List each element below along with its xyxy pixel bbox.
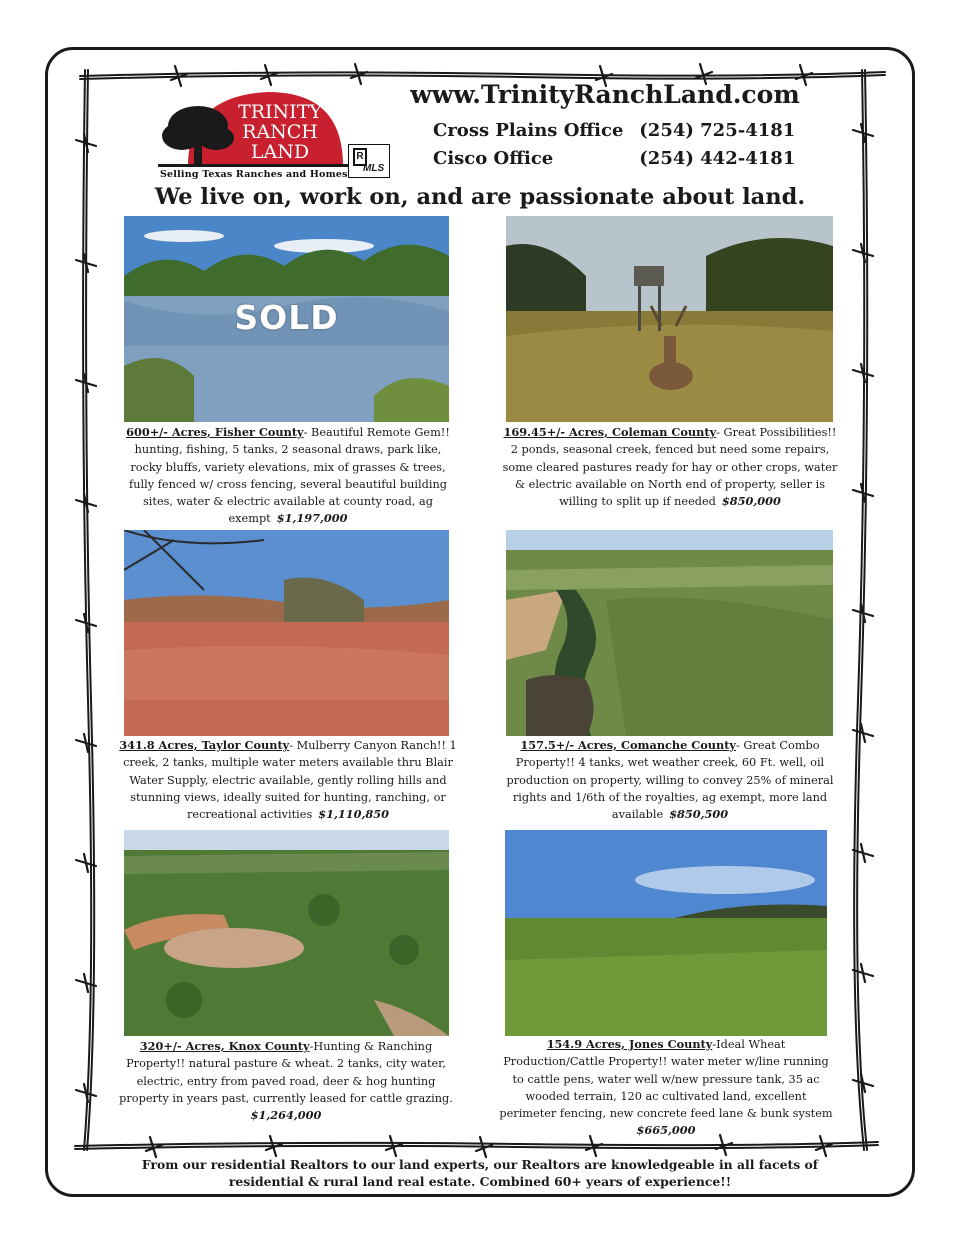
listing-photo-coleman	[506, 216, 833, 422]
listing-text: - Mulberry Canyon Ranch!! 1 creek, 2 tanks, multiple water meters available thru Blair Water Supply, electric available, gently rolling hills and stunning views, ideally suited for hunting, ranching, or recreational activities	[123, 739, 457, 822]
listing-title[interactable]: 169.45+/- Acres, Coleman County	[503, 425, 717, 439]
listing-text: - Great Possibilities!! 2 ponds, seasonal creek, fenced but need some repairs, some cleared pastures ready for hay or other crops, water & electric available on North end of property, seller is willing to split up if needed	[502, 426, 838, 509]
office-phone[interactable]: (254) 442-4181	[639, 148, 796, 169]
office-name: Cross Plains Office	[433, 120, 624, 141]
listing-text: - Great Combo Property!! 4 tanks, wet weather creek, 60 Ft. well, oil production on property, willing to convey 25% of mineral rights and 1/6th of the royalties, ag exempt, more land available	[506, 739, 834, 822]
listing-photo-comanche	[506, 530, 833, 736]
footer-message	[110, 1156, 850, 1190]
listing-title[interactable]: 157.5+/- Acres, Comanche County	[520, 738, 736, 752]
listing-price: $1,264,000	[250, 1108, 322, 1123]
logo-text-trinity: TRINITY	[238, 101, 322, 123]
logo-text-ranch: RANCH	[242, 121, 318, 143]
listing-photo-taylor	[124, 530, 449, 736]
office-cross-plains	[433, 120, 795, 141]
footer-line-2: residential & rural land real estate. Combined 60+ years of experience!!	[228, 1174, 732, 1189]
page-headline: We live on, work on, and are passionate about land.	[154, 184, 806, 210]
listing-title[interactable]: 154.9 Acres, Jones County	[546, 1037, 713, 1051]
listing-description-jones	[496, 1036, 836, 1140]
website-url[interactable]: www.TrinityRanchLand.com	[410, 80, 800, 109]
listing-text: - Beautiful Remote Gem!! hunting, fishing, 5 tanks, 2 seasonal draws, park like, rocky bluffs, variety elevations, mix of grasses & trees, fully fenced w/ cross fencing, several beautiful building sites, water & electric available at county road, ag exempt	[129, 426, 450, 526]
listing-photo-jones	[505, 830, 827, 1036]
office-name: Cisco Office	[433, 148, 554, 169]
logo-text-land: LAND	[250, 141, 310, 163]
listing-description-taylor	[118, 737, 458, 823]
listing-title[interactable]: 341.8 Acres, Taylor County	[119, 738, 290, 752]
logo-tagline: Selling Texas Ranches and Homes	[160, 169, 348, 180]
listing-title[interactable]: 600+/- Acres, Fisher County	[126, 425, 304, 439]
listing-description-comanche	[500, 737, 840, 823]
listing-text: -Ideal Wheat Production/Cattle Property!! water meter w/line running to cattle pens, water well w/new pressure tank, 35 ac wooded terrain, 120 ac cultivated land, excellent perimeter fencing, new concrete feed lane & bunk system	[499, 1038, 833, 1121]
sold-overlay: SOLD	[234, 298, 339, 337]
listing-price: $1,110,850	[318, 807, 389, 822]
listing-description-coleman	[500, 424, 840, 510]
mls-label: MLS	[363, 163, 385, 174]
office-cisco	[433, 148, 795, 169]
realtor-r-icon: R	[353, 148, 367, 166]
realtor-mls-badge	[348, 144, 390, 178]
listing-photo-fisher	[124, 216, 449, 422]
listing-price: $850,500	[669, 807, 729, 822]
listing-text: -Hunting & Ranching Property!! natural pasture & wheat. 2 tanks, city water, electric, entry from paved road, deer & hog hunting property in years past, currently leased for cattle grazing.	[119, 1040, 453, 1105]
footer-line-1: From our residential Realtors to our land experts, our Realtors are knowledgeable in all facets of	[141, 1157, 819, 1172]
listing-description-fisher	[118, 424, 458, 528]
listing-title[interactable]: 320+/- Acres, Knox County	[139, 1039, 310, 1053]
listing-description-knox	[116, 1038, 456, 1124]
office-phone[interactable]: (254) 725-4181	[639, 120, 796, 141]
listing-price: $1,197,000	[276, 511, 348, 526]
listing-price: $850,000	[721, 494, 781, 509]
listing-price: $665,000	[636, 1123, 696, 1138]
listing-photo-knox	[124, 830, 449, 1036]
